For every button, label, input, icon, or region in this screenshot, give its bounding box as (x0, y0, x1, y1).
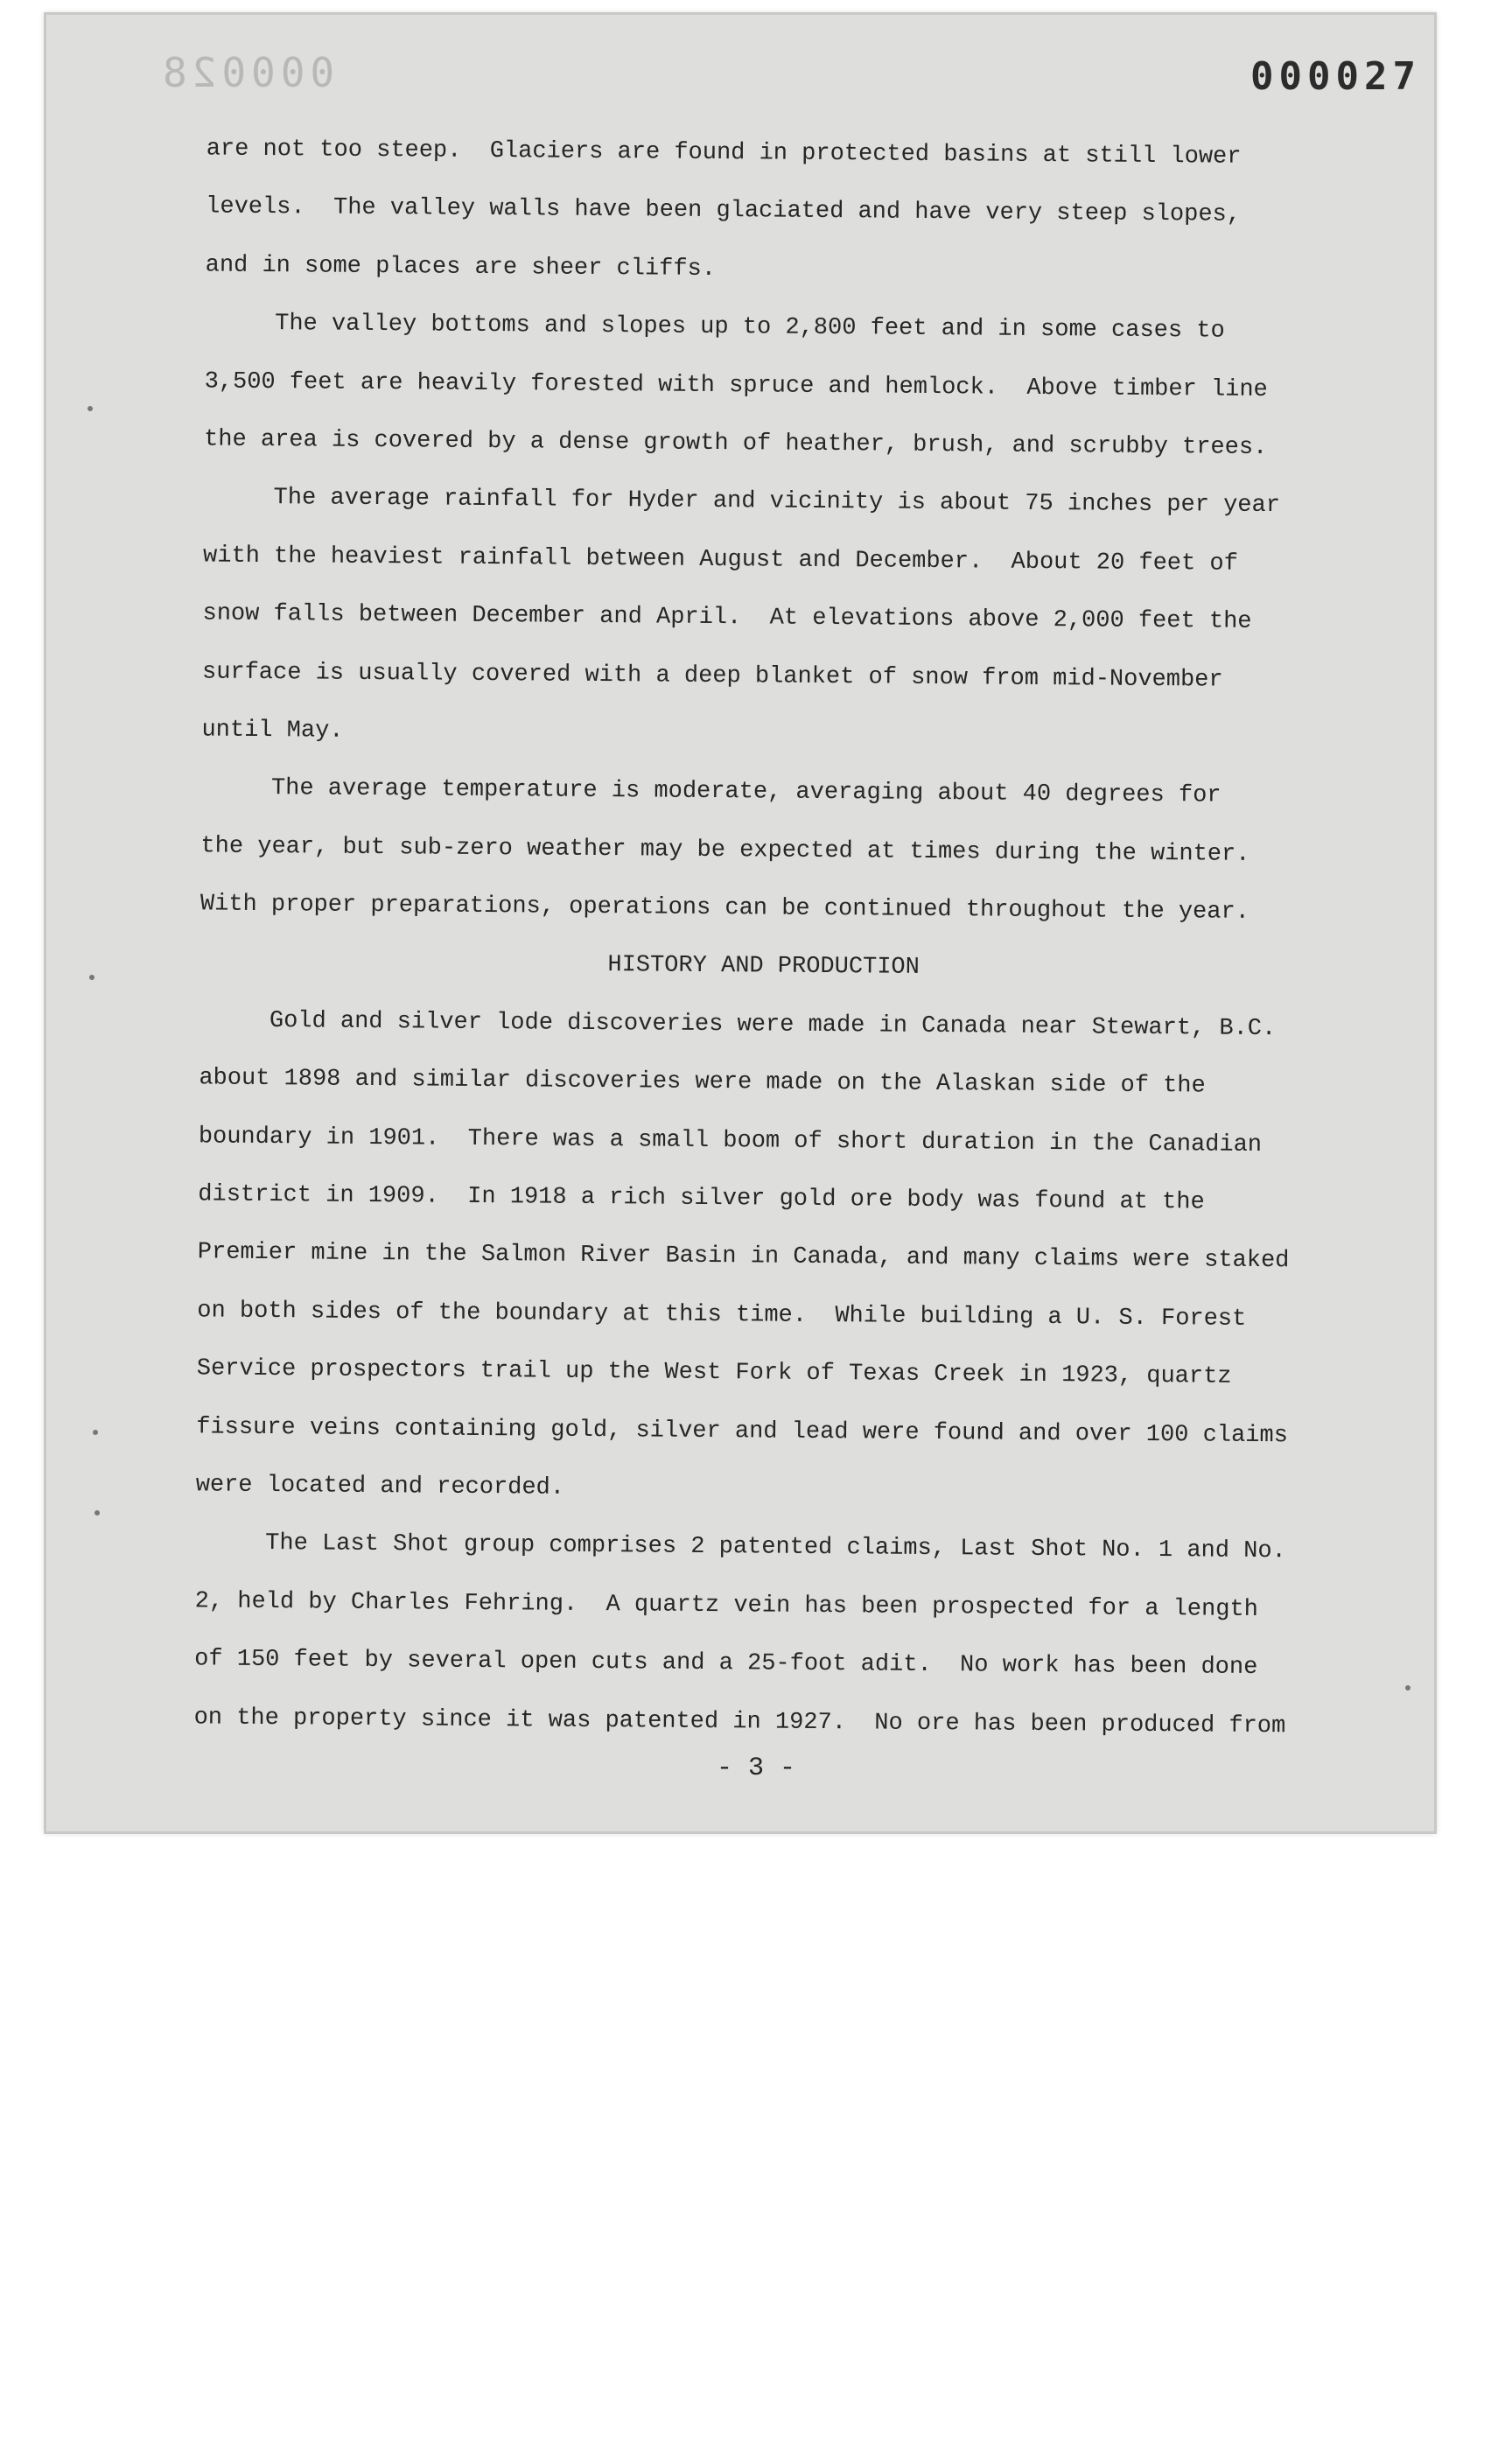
text-line: the area is covered by a dense growth of heather, brush, and scrubby trees. (204, 426, 1268, 461)
text-line: The valley bottoms and slopes up to 2,800 feet and in some cases to (275, 311, 1225, 345)
text-line: about 1898 and similar discoveries were made on the Alaskan side of the (199, 1065, 1206, 1100)
text-line: The Last Shot group comprises 2 patented claims, Last Shot No. 1 and No. (265, 1530, 1286, 1565)
text-line: with the heaviest rainfall between August and December. About 20 feet of (202, 542, 1238, 578)
document-number: 000027 (1250, 54, 1421, 99)
text-line: and in some places are sheer cliffs. (205, 252, 717, 283)
typewritten-text (31, 119, 1437, 1756)
text-line: With proper preparations, operations can be continued throughout the year. (200, 891, 1250, 926)
text-line: The average temperature is moderate, averaging about 40 degrees for (270, 775, 1222, 809)
text-line: snow falls between December and April. At elevations above 2,000 feet the (202, 600, 1252, 635)
text-line: The average rainfall for Hyder and vicinity is about 75 inches per year (273, 485, 1281, 520)
text-line: of 150 feet by several open cuts and a 25-foot adit. No work has been done (194, 1646, 1258, 1682)
text-line: on both sides of the boundary at this time. While building a U. S. Forest (197, 1298, 1247, 1333)
text-line: on the property since it was patented in 1927. No ore has been produced from (193, 1704, 1286, 1740)
page-number: - 3 - (716, 1754, 795, 1783)
text-line: Premier mine in the Salmon River Basin in Canada, and many claims were staked (197, 1239, 1290, 1275)
text-line: Service prospectors trail up the West Fork of Texas Creek in 1923, quartz (196, 1355, 1232, 1390)
text-line: 2, held by Charles Fehring. A quartz vein has been prospected for a length (194, 1588, 1258, 1623)
text-line: boundary in 1901. There was a small boom of short duration in the Canadian (198, 1124, 1263, 1158)
scan-speck (94, 1510, 100, 1516)
scan-speck (88, 406, 93, 411)
text-line: were located and recorded. (195, 1472, 565, 1502)
bleed-through-number: 000028 (158, 49, 335, 96)
text-line: 3,500 feet are heavily forested with spruce and hemlock. Above timber line (204, 368, 1268, 403)
section-heading: HISTORY AND PRODUCTION (607, 952, 920, 982)
text-line: levels. The valley walls have been glaciated and have very steep slopes, (206, 193, 1242, 229)
text-line: are not too steep. Glaciers are found in protected basins at still lower (206, 136, 1242, 171)
scan-speck (1405, 1685, 1410, 1690)
text-line: surface is usually covered with a deep blanket of snow from mid-November (201, 658, 1223, 694)
text-line: fissure veins containing gold, silver and lead were found and over 100 claims (196, 1414, 1288, 1449)
text-line: district in 1909. In 1918 a rich silver gold ore body was found at the (198, 1181, 1205, 1216)
text-line: the year, but sub-zero weather may be expected at times during the winter. (200, 833, 1250, 868)
scan-speck (93, 1430, 98, 1435)
text-line: until May. (201, 717, 344, 745)
scanned-page (44, 12, 1437, 1834)
text-line: Gold and silver lode discoveries were made in Canada near Stewart, B.C. (269, 1007, 1277, 1042)
scan-speck (89, 975, 94, 980)
